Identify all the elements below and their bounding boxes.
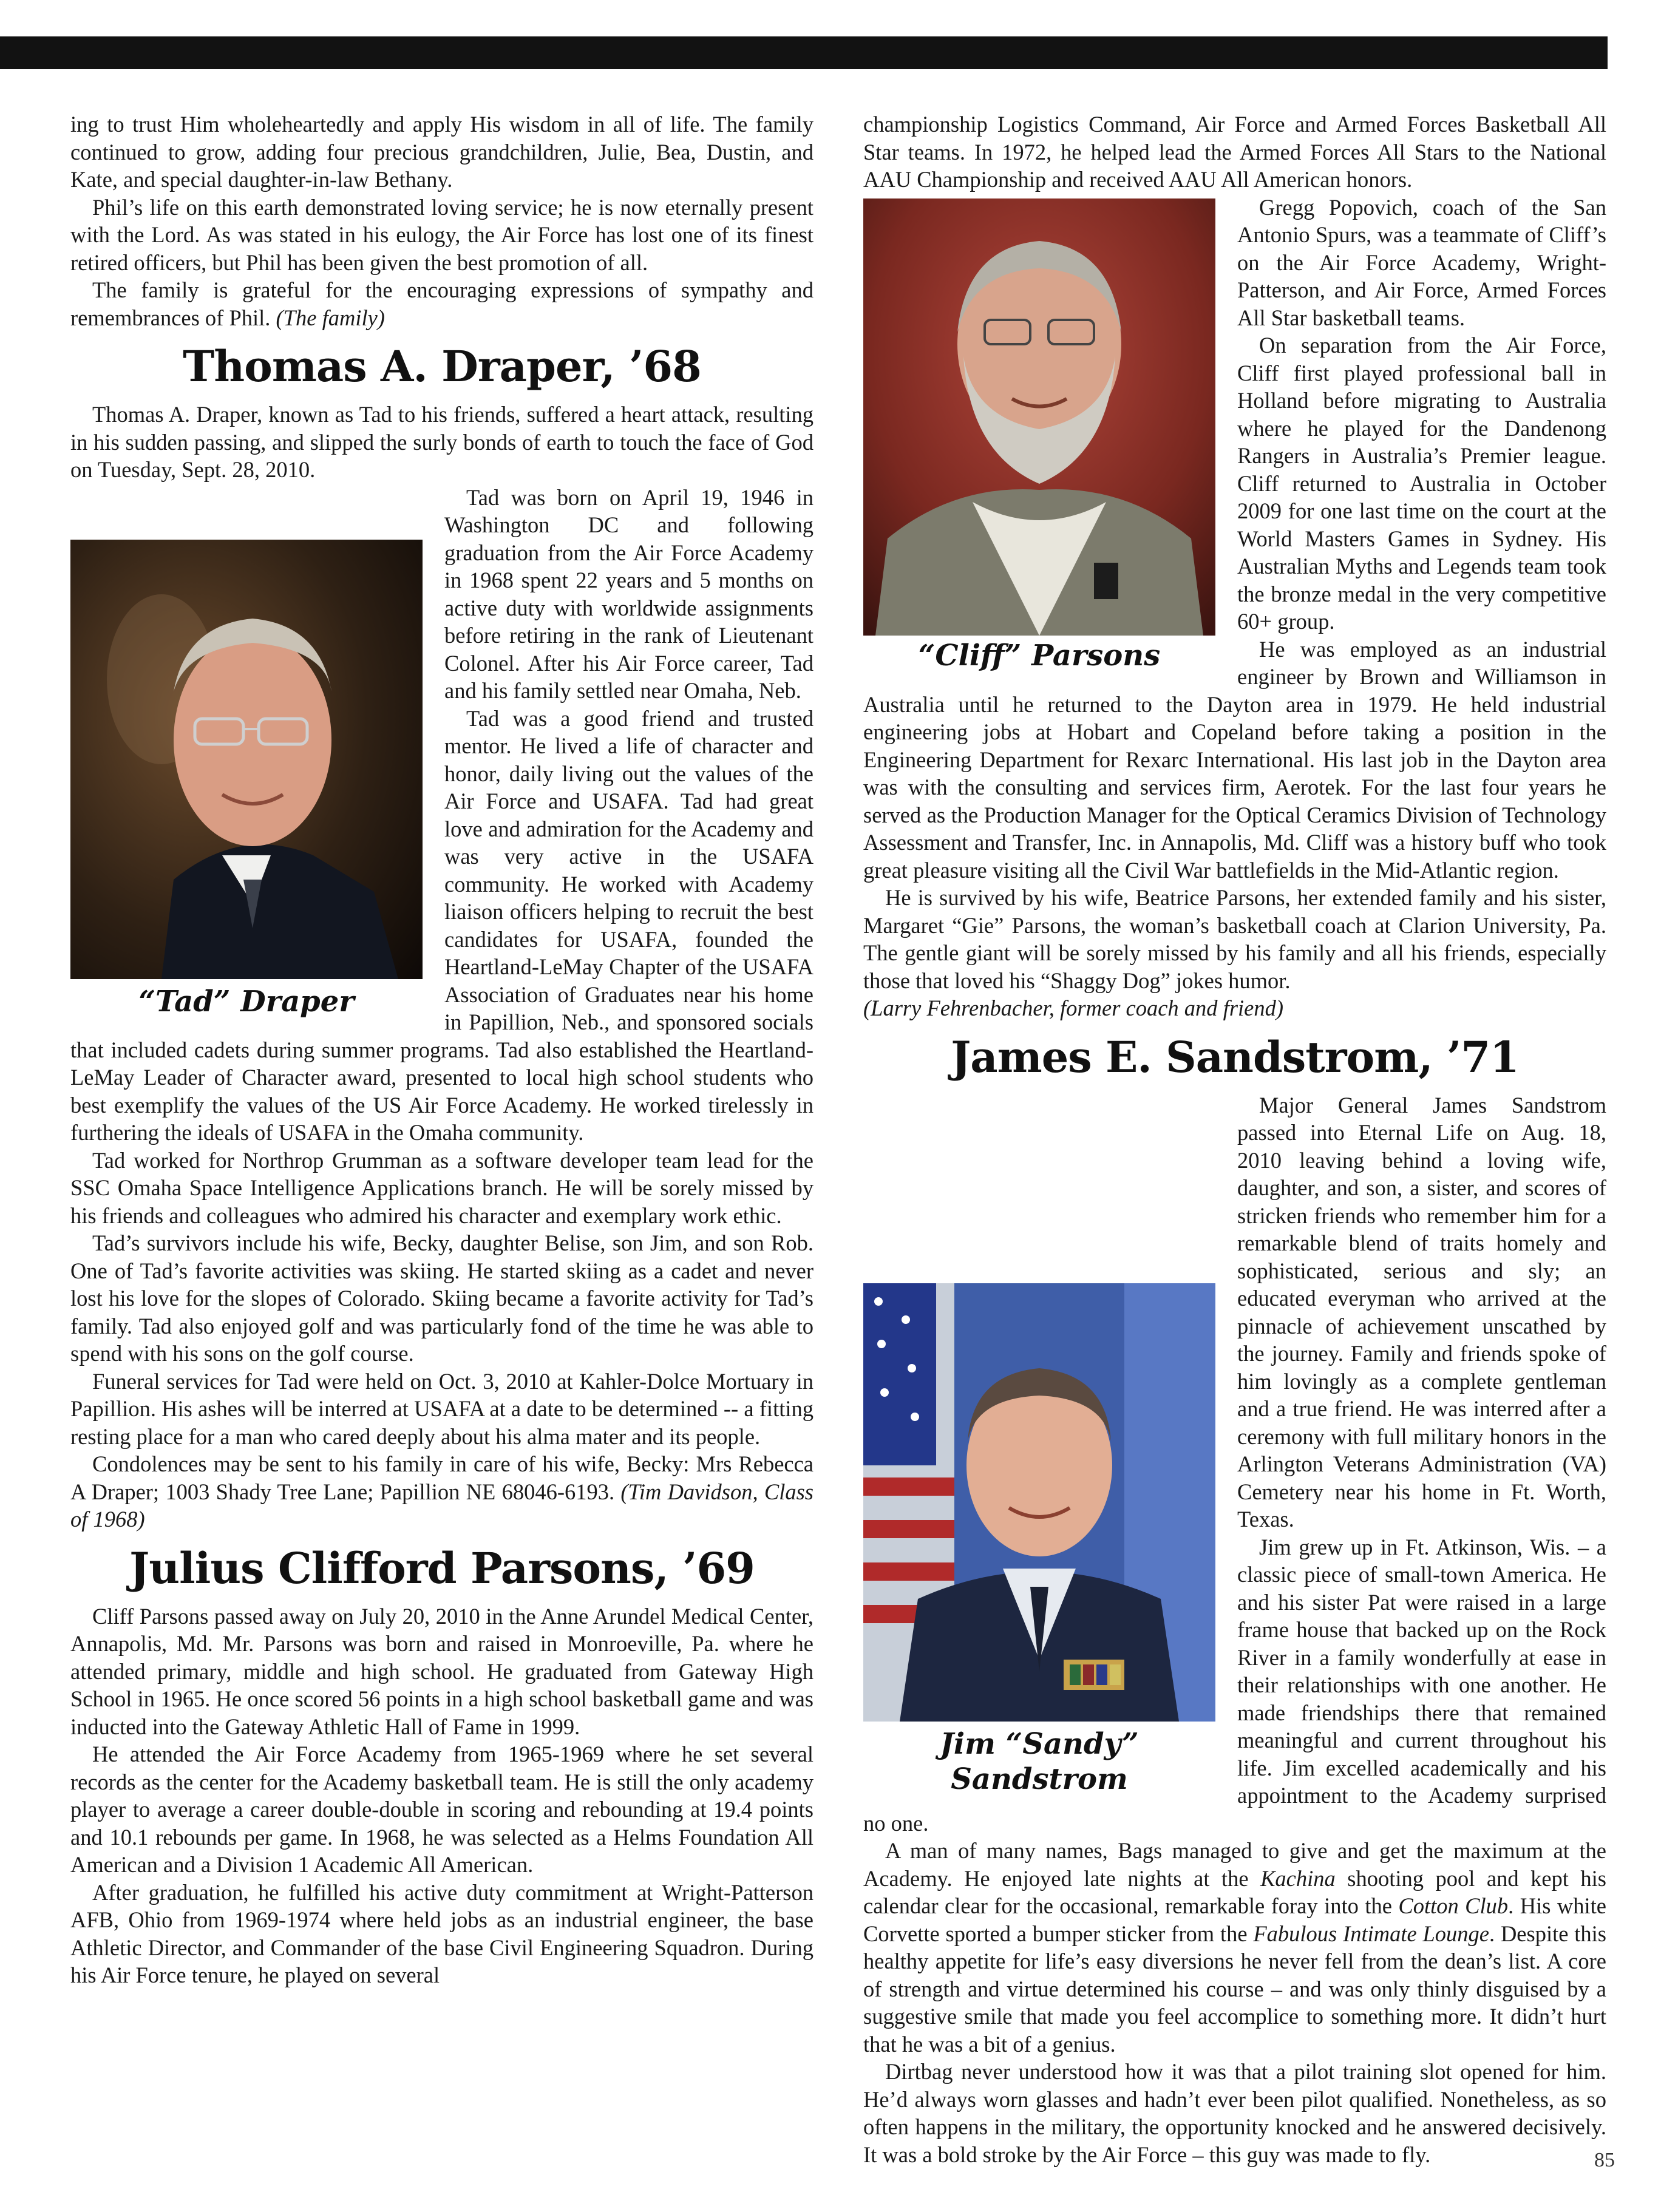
intro-paragraph: The family is grateful for the encouraging expressions of sympathy and remembrances of Phil. (The family) [70, 277, 814, 330]
draper-paragraph: Tad was born on April 19, 1946 in Washington DC and following graduation from the Air Force Academy in 1968 spent 22 years and 5 months on active duty with worldwide assignments before retiring in the rank of Lieutenant Colonel. After his Air Force career, Tad and his family settled near Omaha, Neb. [444, 484, 814, 703]
draper-paragraph: Funeral services for Tad were held on Oct. 3, 2010 at Kahler-Dolce Mortuary in Papillion. His ashes will be interred at USAFA at a date to be determined -- a fitting resting place for a man who cared deeply about his alma mater and its people. [70, 1368, 814, 1449]
header-bar [0, 36, 1608, 69]
draper-heading: Thomas A. Draper, ’68 [183, 341, 701, 392]
draper-paragraph: Tad was a good friend and trusted mentor. He lived a life of character and honor, daily living out the values of the Air Force and USAFA. Tad had great love and admiration for the Academy and was very active in the USAFA community. He worked with Academy liaison officers helping to recruit the best candidates for USAFA, founded the Heartland-LeMay Chapter of the USAFA Association of Graduates near his home in Papillion, Neb., and sponsored socials that included cadets during summer programs. Tad also established the Heartland-LeMay Leader of Character award, presented to local high school students who best exemplify the values of the US Air Force Academy. He worked tirelessly in furthering the ideals of USAFA in the Omaha community. [70, 705, 814, 1145]
parsons-attribution: (Larry Fehrenbacher, former coach and friend) [863, 996, 1284, 1020]
draper-paragraph: Tad worked for Northrop Grumman as a software developer team lead for the SSC Omaha Space Intelligence Applications branch. He will be sorely missed by his friends and colleagues who admired his character and exemplary work ethic. [70, 1147, 814, 1228]
sandstrom-paragraph: A man of many names, Bags managed to give and get the maximum at the Academy. He enjoyed late nights at the Kachina shooting pool and kept his calendar clear for the occasional, remarkable foray into the Cotton Club. His white Corvette sported a bumper sticker from the Fabulous Intimate Lounge. Despite this healthy appetite for life’s easy diversions he never fell from the dean’s list. A core of strength and virtue determined his course – and was only thinly disguised by a suggestive smile that made you feel accomplice to something more. It didn’t hurt that he was a bit of a genius. [863, 1838, 1607, 2057]
left-column [70, 110, 814, 1989]
parsons-paragraph: He attended the Air Force Academy from 1965-1969 where he set several records as the center for the Academy basketball team. He is still the only academy player to average a career double-double in scoring and rebounding at 19.4 points and 10.1 rebounds per game. In 1968, he was selected as a Helms Foundation All American and a Division 1 Academic All American. [70, 1742, 814, 1877]
parsons-cont-paragraph: Gregg Popovich, coach of the San Antonio Spurs, was a teammate of Cliff’s on the Air Force Academy, Wright-Patterson, and Air Force, Armed Forces All Star basketball teams. [1237, 194, 1606, 330]
intro-attribution: (The family) [276, 305, 385, 330]
draper-attribution: (Tim Davidson, Class of 1968) [70, 1479, 814, 1532]
parsons-paragraph: Cliff Parsons passed away on July 20, 2010 in the Anne Arundel Medical Center, Annapolis, Md. Mr. Parsons was born and raised in Monroeville, Pa. where he attended primary, middle and high school. He graduated from Gateway High School in 1965. He once scored 56 points in a high school basketball game and was inducted into the Gateway Athletic Hall of Fame in 1999. [70, 1603, 814, 1739]
intro-paragraph: ing to trust Him wholeheartedly and apply His wisdom in all of life. The family continued to grow, adding four precious grandchildren, Julie, Bea, Dustin, and Kate, and special daughter-in-law Bethany. [70, 112, 814, 192]
sandstrom-paragraph: Jim grew up in Ft. Atkinson, Wis. – a classic piece of small-town America. He and his sister Pat were raised in a large frame house that backed up on the Rock River in a family wonderfully at ease in their relationships with one another. He made friendships there that remained meaningful and current throughout his life. Jim excelled academically and his appointment to the Academy surprised no one. [863, 1534, 1606, 1836]
page-number: 85 [1594, 2149, 1615, 2171]
sandstrom-paragraph: Major General James Sandstrom passed into Eternal Life on Aug. 18, 2010 leaving behind a loving wife, daughter, and son, a sister, and scores of stricken friends who remember him for a remarkable blend of traits homely and sophisticated, serious and sly; an educated everyman who arrived at the pinnacle of achievement unscathed by the journey. Family and friends spoke of him lovingly as a complete gentleman and a true friend. He was interred after a ceremony with full military honors in the Arlington Veterans Administration (VA) Cemetery near his home in Ft. Worth, Texas. [1237, 1092, 1606, 1532]
draper-paragraph: Condolences may be sent to his family in care of his wife, Becky: Mrs Rebecca A Draper; 1003 Shady Tree Lane; Papillion NE 68046-6193. (Tim Davidson, Class of 1968) [70, 1451, 814, 1532]
sandstrom-figure [863, 1283, 1215, 1797]
parsons-cont-paragraph: On separation from the Air Force, Cliff first played professional ball in Holland before migrating to Australia where he played for the Dandenong Rangers in Australia’s Premier league. Cliff returned to Australia in October 2009 for one last time on the court at the World Masters Games in Sydney. His Australian Myths and Legends team took the bronze medal in the very competitive 60+ group. [1237, 333, 1606, 634]
sandstrom-heading: James E. Sandstrom, ’71 [951, 1031, 1519, 1082]
intro-paragraph: Phil’s life on this earth demonstrated loving service; he is now eternally present with the Lord. As was stated in his eulogy, the Air Force has lost one of its finest retired officers, but Phil has been given the best promotion of all. [70, 194, 814, 275]
parsons-cont-paragraph: He is survived by his wife, Beatrice Parsons, her extended family and his sister, Margaret “Gie” Parsons, the woman’s basketball coach at Clarion University, Pa. The gentle giant will be sorely missed by his family and all his friends, especially those that loved his “Shaggy Dog” jokes humor. [863, 885, 1606, 993]
parsons-photo [863, 198, 1215, 636]
sandstrom-photo [863, 1283, 1215, 1722]
draper-caption: “Tad” Draper [138, 984, 355, 1019]
parsons-figure [863, 198, 1215, 673]
parsons-heading: Julius Clifford Parsons, ’69 [129, 1542, 755, 1593]
parsons-cont-paragraph: championship Logistics Command, Air Force and Armed Forces Basketball All Star teams. In 1972, he helped lead the Armed Forces All Stars to the National AAU Championship and received AAU All American honors. [863, 112, 1606, 192]
draper-paragraph: Tad’s survivors include his wife, Becky, daughter Belise, son Jim, and son Rob. One of Tad’s favorite activities was skiing. He started skiing as a cadet and never lost his love for the slopes of Colorado. Skiing became a favorite activity for Tad’s family. Tad also enjoyed golf and was particularly fond of the time he was able to spend with his sons on the golf course. [70, 1230, 814, 1366]
sandstrom-paragraph: Dirtbag never understood how it was that a pilot training slot opened for him. He’d always worn glasses and hadn’t ever been pilot qualified. Nonetheless, as so often happens in the military, the opportunity knocked and he answered decisively. It was a bold stroke by the Air Force – this guy was made to fly. [863, 2059, 1606, 2167]
parsons-paragraph: After graduation, he fulfilled his active duty commitment at Wright-Patterson AFB, Ohio from 1969-1974 where held jobs as an industrial engineer, the base Athletic Director, and Commander of the base Civil Engineering Squadron. During his Air Force tenure, he played on several [70, 1879, 814, 1987]
right-column [863, 110, 1606, 2168]
draper-photo [70, 540, 423, 979]
draper-figure [70, 540, 423, 1019]
draper-paragraph: Thomas A. Draper, known as Tad to his friends, suffered a heart attack, resulting in his sudden passing, and slipped the surly bonds of earth to touch the face of God on Tuesday, Sept. 28, 2010. [70, 402, 814, 482]
parsons-cont-paragraph: He was employed as an industrial engineer by Brown and Williamson in Australia until he returned to the Dayton area in 1979. He held industrial engineering jobs at Hobart and Copeland before taking a position in the Engineering Department for Rexarc International. His last job in the Dayton area was with the consulting and services firm, Aerotek. For the last four years he served as the Production Manager for the Optical Ceramics Division of Technology Assessment and Transfer, Inc. in Annapolis, Md. Cliff was a history buff who took great pleasure visiting all the Civil War battlefields in the Mid-Atlantic region. [863, 636, 1606, 883]
parsons-caption: “Cliff” Parsons [918, 638, 1161, 673]
sandstrom-caption: Jim “Sandy” Sandstrom [940, 1726, 1139, 1796]
